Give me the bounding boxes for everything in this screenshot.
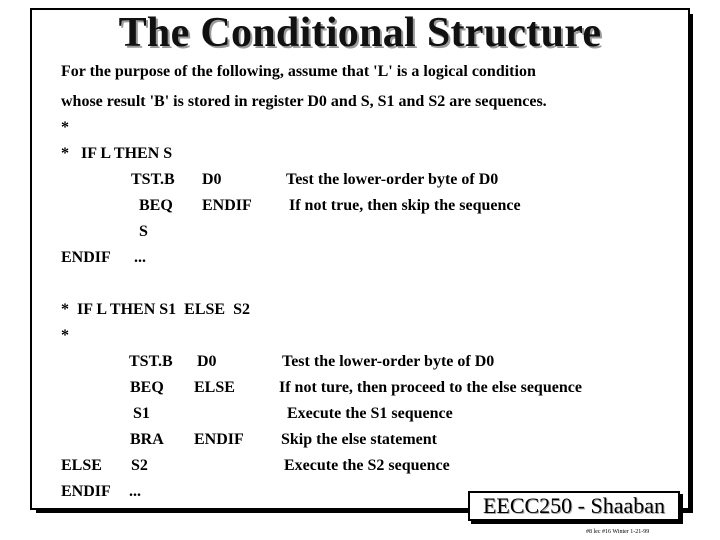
code-arg: ENDIF bbox=[202, 197, 252, 214]
code-op: S1 bbox=[133, 405, 150, 422]
block-header: * IF L THEN S1 ELSE S2 bbox=[61, 301, 250, 318]
code-arg: ELSE bbox=[194, 379, 235, 396]
code-op: TST.B bbox=[129, 353, 173, 370]
code-comment: Execute the S2 sequence bbox=[284, 457, 450, 474]
code-arg: D0 bbox=[197, 353, 217, 370]
slide-title: The Conditional Structure bbox=[118, 10, 602, 56]
code-op: TST.B bbox=[131, 171, 175, 188]
code-comment: If not ture, then proceed to the else sequence bbox=[279, 379, 582, 396]
comment-star: * bbox=[61, 119, 69, 136]
code-op: S2 bbox=[131, 457, 148, 474]
code-label: ENDIF bbox=[61, 249, 111, 266]
intro-line: whose result 'B' is stored in register D0 and S, S1 and S2 are sequences. bbox=[61, 93, 547, 110]
code-arg: D0 bbox=[202, 171, 222, 188]
frame-shadow bbox=[690, 14, 693, 513]
code-op: BRA bbox=[130, 431, 164, 448]
code-op: BEQ bbox=[130, 379, 164, 396]
code-op: S bbox=[139, 223, 148, 240]
course-badge-label: EECC250 - Shaaban bbox=[482, 493, 666, 518]
code-comment: Skip the else statement bbox=[281, 431, 437, 448]
code-op: ... bbox=[129, 483, 141, 500]
code-label: ELSE bbox=[61, 457, 102, 474]
code-arg: ENDIF bbox=[194, 431, 244, 448]
comment-star: * bbox=[61, 327, 69, 344]
code-op: ... bbox=[134, 249, 146, 266]
code-label: ENDIF bbox=[61, 483, 111, 500]
slide-footer: #8 lec #16 Winter 1-21-99 bbox=[586, 529, 650, 535]
code-comment: Test the lower-order byte of D0 bbox=[282, 353, 495, 370]
intro-line: For the purpose of the following, assume that 'L' is a logical condition bbox=[61, 63, 536, 80]
code-comment: Test the lower-order byte of D0 bbox=[286, 171, 499, 188]
code-comment: Execute the S1 sequence bbox=[287, 405, 453, 422]
code-comment: If not true, then skip the sequence bbox=[289, 197, 521, 214]
block-header: * IF L THEN S bbox=[61, 145, 173, 162]
course-badge bbox=[468, 491, 680, 521]
code-op: BEQ bbox=[139, 197, 173, 214]
